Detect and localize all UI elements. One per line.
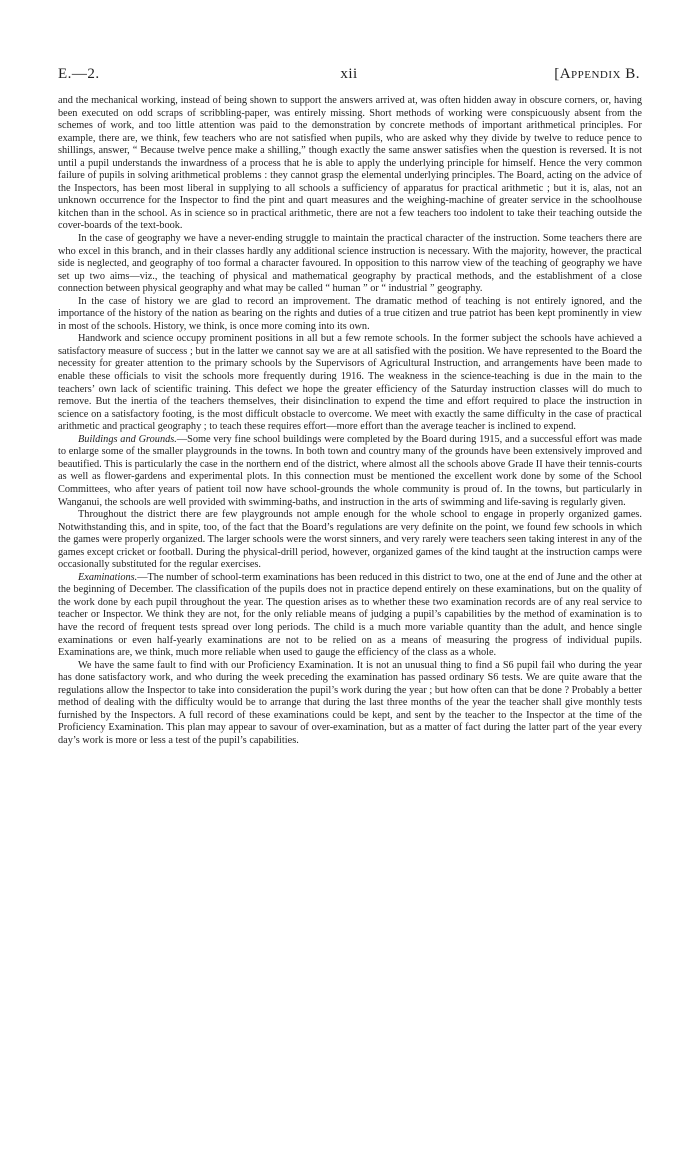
paragraph-examinations xyxy=(58,572,642,660)
paragraph-handwork-science xyxy=(58,333,642,433)
header-report-code: E.—2. xyxy=(58,66,100,82)
paragraph-text: In the case of geography we have a never-ending struggle to maintain the practical character of the instruction. Some teachers there are who excel in this branch, and in their classes hardly any additional science instruction is necessary. With the majority, however, the practical side is neglected, and geography of too formal a character favoured. In opposition to this narrow view of the teaching of geography we have set up two aims—viz., the teaching of physical and mathematical geography by practical methods, and the establishment of a close connection between physical geography and what may be called “ human ” or “ industrial ” geography. xyxy=(58,233,642,295)
paragraph-text: In the case of history we are glad to record an improvement. The dramatic method of teaching is not entirely ignored, and the importance of the history of the nation as bearing on the rights and duties of a true citizen and true patriot has been kept prominently in view in most of the schools. History, we think, is once more coming into its own. xyxy=(58,295,642,332)
paragraph-arithmetic xyxy=(58,95,642,233)
paragraph-text: —The number of school-term examinations has been reduced in this district to two, one at the end of June and the other at the beginning of December. The classification of the pupils does not in practice depend entirely on these examinations, but on the quality of the work done by each pupil throughout the year. The question arises as to whether these two examination records are of any real service to teacher or Inspector. We think they are not, for the only reliable means of judging a pupil’s capabilities by the method of examination is to have the record of frequent tests spread over long periods. The child is a much more variable quantity than the adult, and hence single examinations or even half-yearly examinations are not to be relied on as a means of measuring the progress of individual pupils. Examinations are, we think, much more reliable when used to gauge the efficiency of the class as a whole. xyxy=(58,571,642,659)
paragraph-playgrounds xyxy=(58,509,642,572)
paragraph-text: Handwork and science occupy prominent positions in all but a few remote schools. In the former subject the schools have achieved a satisfactory measure of success ; but in the latter we cannot say we are at all satisfied with the position. We have represented to the Board the necessity for greater attention to the primary schools by the Supervisors of Agricultural Instruction, and arrangements have been made to enable these officials to visit the schools more frequently during 1916. The weakness in the science-teaching is due in the main to the teachers’ own lack of scientific training. This defect we hope the greater efficiency of the Saturday instruction classes will do much to remove. But the inertia of the teachers themselves, their disinclination to expend the time and effort required to place the instruction in science on a satisfactory footing, is the most difficult obstacle to overcome. We meet with exactly the same difficulty in the case of practical arithmetic and practical geography ; to teach these requires effort—more effort than the average teacher is inclined to expend. xyxy=(58,333,642,433)
header-appendix-label: [Appendix B. xyxy=(554,66,640,82)
section-heading-examinations: Examinations. xyxy=(78,571,138,583)
paragraph-geography xyxy=(58,233,642,296)
paragraph-history xyxy=(58,296,642,334)
paragraph-text: and the mechanical working, instead of being shown to support the answers arrived at, was often hidden away in obscure corners, or, having been executed on odd scraps of scribbling-paper, was entirely missing. Short methods of working were conspicuously absent from the schemes of work, and too little attention was paid to the demonstration by concrete methods of important arithmetical principles. For example, there are, we think, few teachers who are not satisfied when pupils, who are asked why they divide by twelve to reduce pence to shillings, answer, “ Because twelve pence make a shilling,” though exactly the same answer satisfies when the question is reversed. It is not until a pupil understands the inwardness of a process that he is able to apply the underlying principle for himself. Hence the very common failure of pupils in solving arithmetical problems : they cannot grasp the elemental underlying principles. The Board, acting on the advice of the Inspectors, has been most liberal in supplying to all schools a sufficiency of apparatus for practical arithmetic ; but it is, alas, not an unknown occurrence for the Inspector to find the pint and quart measures and the weighing-machine of greater service in the schoolhouse kitchen than in the school. As in science so in practical arithmetic, there are not a few teachers too indolent to take their teaching outside the cover-boards of the text-book. xyxy=(58,95,642,232)
paragraph-proficiency xyxy=(58,660,642,748)
body-text xyxy=(58,95,642,747)
paragraph-text: —Some very fine school buildings were completed by the Board during 1915, and a successful effort was made to enlarge some of the smaller playgrounds in the towns. In both town and country many of the grounds have been extensively improved and beautified. This is particularly the case in the northern end of the district, where almost all the schools above Grade II have their tennis-courts as well as flower-gardens and experimental plots. In this connection must be mentioned the excellent work done by some of the School Committees, who after years of patient toil now have school-grounds the whole community is proud of. In the towns, but particularly in Wanganui, the schools are well provided with swimming-baths, and instruction in the arts of swimming and life-saving is regularly given. xyxy=(58,433,642,508)
paragraph-buildings-grounds xyxy=(58,434,642,509)
paragraph-text: We have the same fault to find with our Proficiency Examination. It is not an unusual thing to find a S6 pupil fail who during the year has done satisfactory work, and who during the week preceding the examination has passed ordinary S6 tests. We are quite aware that the regulations allow the Inspector to take into consideration the pupil’s work during the year ; but how often can that be done ? Probably a better method of dealing with the difficulty would be to arrange that during the last three months of the year the teacher shall give monthly tests furnished by the Inspectors. A full record of these examinations could be kept, and sent by the teacher to the Inspector at the time of the Proficiency Examination. This plan may appear to savour of over-examination, but as a matter of fact during the latter part of the year every day’s work is more or less a test of the pupil’s capabilities. xyxy=(58,659,642,746)
page-header xyxy=(58,66,640,86)
header-page-number: xii xyxy=(340,66,358,82)
paragraph-text: Throughout the district there are few playgrounds not ample enough for the whole school to engage in properly organized games. Notwithstanding this, and in spite, too, of the fact that the Board’s regulations are very definite on the point, we found few schools in which the games were properly organized. The larger schools were the worst sinners, and very rarely were teachers seen taking interest in any of the games except cricket or football. During the physical-drill period, however, organized games of the kind taught at the instruction camps were occasionally substituted for the regular exercises. xyxy=(58,509,642,571)
section-heading-buildings: Buildings and Grounds. xyxy=(78,433,177,445)
